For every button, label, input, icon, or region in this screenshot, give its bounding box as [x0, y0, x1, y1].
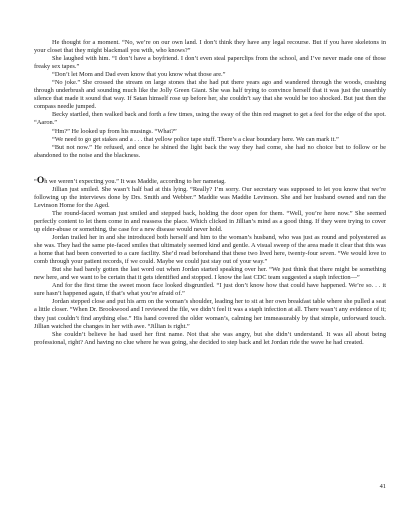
drop-cap: O [36, 175, 45, 186]
paragraph: Jordan stepped close and put his arm on the woman’s shoulder, leading her to sit at her own breakfast table where she pulled a seat a little closer. “When Dr. Brookwood and I reviewed the file, we didn’t feel it was a staph infection at all. There wasn’t any evidence of it; they just couldn’t find anything else.” His hand covered the older woman’s, calming her immeasurably by that simple, unforward touch. Jillian watched the changes in her with awe. “Jillian is right.” [34, 298, 386, 330]
paragraph: But she had barely gotten the last word out when Jordan started speaking over her. “We just think that there might be something new here, and we want to be certain that it gets identified and stopped. I know the last CDC team suggested a staph infection—” [34, 266, 386, 282]
paragraph: Becky startled, then walked back and forth a few times, using the sway of the thin red magnet to get a feel for the edge of the spot. “Aaron.” [34, 111, 386, 127]
section-two [34, 177, 386, 347]
opening-text: h we weren’t expecting you.” It was Maddie, according to her nametag. [44, 177, 226, 185]
book-page [34, 39, 386, 499]
opening-quote: “ [34, 177, 37, 185]
paragraph: “Don’t let Mom and Dad even know that you know what those are.” [52, 71, 226, 79]
paragraph: “No joke.” She crossed the stream on large stones that she had put there years ago and wandered through the woods, crashing through underbrush and sounding much like the Jolly Green Giant. She was half trying to convince herself that it was just the unearthly silence that made it sound that way. If Satan himself rose up before her, she couldn’t say that she would be too shocked. But just then the compass needle jumped. [34, 79, 386, 111]
paragraph: The round-faced woman just smiled and stepped back, holding the door open for them. “Well, you’re here now.” She seemed perfectly content to let them come in and reassess the place. Which clicked in Jillian’s mind as a good thing. If they were trying to cover up elder-abuse or something, the case for a new disease would never hold. [34, 209, 386, 233]
paragraph: Jillian just smiled. She wasn’t half bad at this lying. “Really? I’m sorry. Our secretary was supposed to let you know that we’re following up the interviews done by Drs. Smith and Webber.” Maddie was Maddie Levinson. She and her husband owned and ran the Levinson Home for the Aged. [34, 185, 386, 209]
paragraph: “We need to go get stakes and a . . . that yellow police tape stuff. There’s a clear boundary here. We can mark it.” [52, 135, 339, 143]
section-one [34, 39, 386, 160]
paragraph: She couldn’t believe he had used her first name. Not that she was angry, but she didn’t understand. It was all about being professional, right? And having no clue where he was going, she decided to step back and let Jordan ride the wave he had created. [34, 330, 386, 346]
paragraph: “But not now.” He refused, and once he shined the light back the way they had come, she had no choice but to follow or be abandoned to the noise and the blackness. [34, 143, 386, 159]
paragraph: She laughed with him. “I don’t have a boyfriend. I don’t even steal paperclips from the school, and I’ve never made one of those freaky sex tapes.” [34, 55, 386, 71]
paragraph: He thought for a moment. “No, we’re on our own land. I don’t think they have any legal recourse. But if you have skeletons in your closet that they might blackmail you with, who knows?” [34, 39, 386, 55]
page-number: 41 [379, 483, 386, 490]
chapter-opening-paragraph [34, 177, 386, 186]
section-break [34, 160, 386, 177]
paragraph: Jordan trailed her in and she introduced both herself and him to the woman’s husband, who was just as round and polyestered as she was. They had the same pie-faced smiles that ultimately seemed kind and gentle. A visual sweep of the area made it clear that this was a home that had been converted to a care facility. She’d read beforehand that these two lived here, twenty-four seven. “We would love to comb through your patient records, if we could. Maybe we could just stay out of your way.” [34, 234, 386, 266]
paragraph: And for the first time the sweet moon face looked disgruntled. “I just don’t know how that could have happened. We’re so. . . it sure hasn’t happened again, if that’s what you’re afraid of.” [34, 282, 386, 298]
paragraph: “Hm?” He looked up from his musings. “What?” [52, 127, 177, 135]
